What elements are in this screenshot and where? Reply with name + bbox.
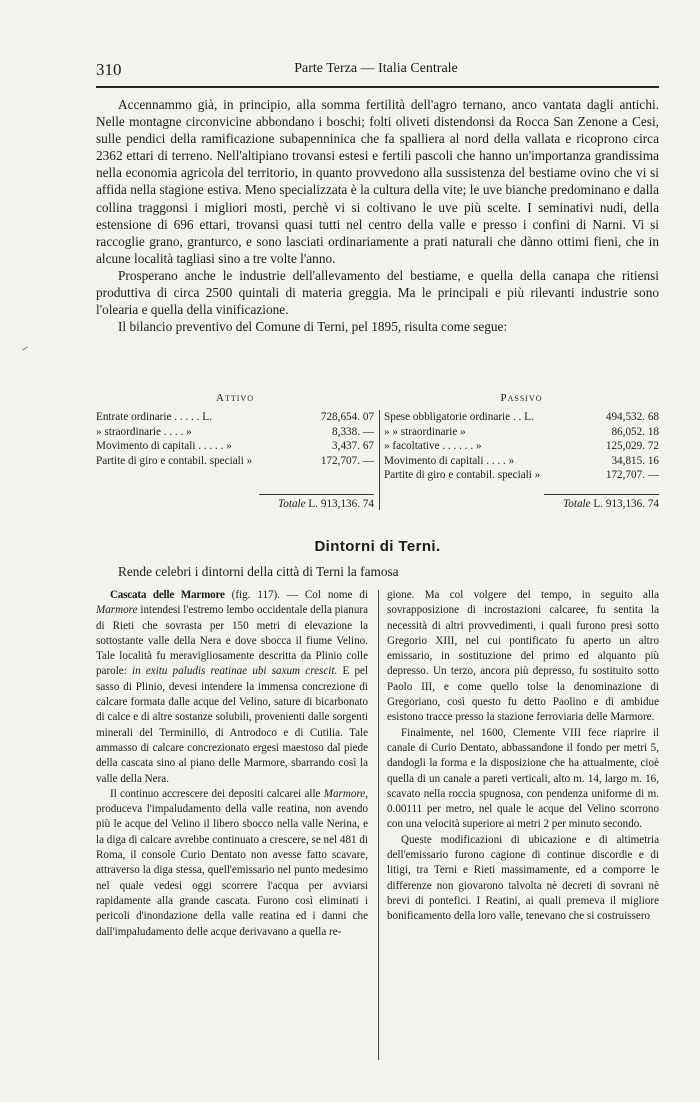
attivo-total <box>278 498 374 510</box>
right-column <box>387 588 659 925</box>
paragraph: Il bilancio preventivo del Comune di Terni, pel 1895, risulta come segue: <box>118 319 508 335</box>
paragraph: Prosperano anche le industrie dell'allevamento del bestiame, e quella della canapa che ritiensi produttiva di circa 2500 quintali di materia greggia. Ma le principali e più rilevanti industrie sono l'olearia e quella della vinificazione. <box>96 267 659 318</box>
paragraph: Accennammo già, in principio, alla somma fertilità dell'agro ternano, anco vantata dagli antichi. Nelle montagne circonvicine abbondano i boschi; folti oliveti distendonsi da Rocca San Zenone a Cesi, sulle pendici della ramificazione subapenninica che fa spalliera al nord della vallata e ricoprono circa 2362 ettari di terreno. Nell'altipiano trovansi estesi e fertili pascoli che hanno un'importanza grandissima nella economia agricola del territorio, in quanto provvedono alla sussistenza del bestiame ovino che vi si affida nella stagione estiva. Meno specializzata è la cultura della vite; le uve bianche predominano e dalla collina traggonsi i migliori mosti, perchè vi si coltivano le uve più scelte. I seminativi nudi, della estensione di 696 ettari, trovansi quasi tutti nel centro della valle e presso i confini di Narni. Vi si raccoglie grano, granturco, e sono lasciati ordinariamente a prati naturali che dànno ottimi fieni, che in alcune località tagliasi sino a tre volte l'anno. <box>96 97 659 266</box>
lemma-heading: Cascata delle Marmore <box>110 589 225 601</box>
intro-text <box>96 96 659 335</box>
budget-row <box>96 425 374 440</box>
budget-value: 125,029. 72 <box>605 440 659 452</box>
budget-label: » » straordinarie » <box>384 425 466 438</box>
total-rule <box>544 494 659 495</box>
text-run: Il continuo accrescere dei depositi calcarei alle <box>110 787 324 800</box>
total-value: 913,136. 74 <box>320 498 374 510</box>
total-label: Totale <box>563 498 591 510</box>
budget-value: 172,707. — <box>605 469 659 481</box>
running-title: Parte Terza — Italia Centrale <box>294 61 458 76</box>
budget-value: 728,654. 07 <box>320 411 374 423</box>
section-lead: Rende celebri i dintorni della città di Terni la famosa <box>118 564 399 579</box>
budget-label: Partite di giro e contabil. speciali » <box>96 454 253 467</box>
margin-mark <box>22 346 27 350</box>
text-run: (fig. 117). — Col nome di <box>224 589 369 601</box>
budget-value: 34,815. 16 <box>611 454 659 467</box>
paragraph: Queste modificazioni di ubicazione e di altimetria dell'emissario furono cagione di continue discordie e di litigi, tra Terni e Rieti massimamente, ed a comporre le differenze non giovarono talvolta nè decreti di sovrani nè brevi di pontefici. I Reatini, ai quali premeva il migliore bonificamento della loro valle, tenevano che si costruissero <box>387 833 659 923</box>
italic-run: Marmore <box>323 787 366 800</box>
budget-label: » facoltative . . . . . . » <box>384 440 482 452</box>
column-divider <box>378 590 379 1060</box>
text-run: , produceva l'impaludamento della valle reatina, non avendo più le acque del Velino il libero sbocco nella valle Nerina, e la diga di calcare avrebbe continuato a crescere, se nel 481 di Roma, il console Curio Dentato non avesse fatto scavare, attraverso la diga stessa, quell'emissario nel punto medesimo nel quale vedesi oggi scorrere l'acqua per avviarsi rapidamente alla grande cascata. Furono così eliminati i pericoli d'inondazione della valle reatina ed i danni che dall'impaludamento delle acque derivavano a quella re- <box>96 787 368 938</box>
total-value: 913,136. 74 <box>605 498 659 510</box>
budget-label: Movimento di capitali . . . . » <box>384 454 515 467</box>
attivo-column <box>96 392 374 510</box>
budget-value: 172,707. — <box>320 454 374 467</box>
budget-row <box>96 410 374 425</box>
budget-row <box>384 425 659 440</box>
budget-label: Spese obbligatorie ordinarie . . L. <box>384 411 534 423</box>
budget-row <box>384 454 659 469</box>
page-number: 310 <box>96 60 122 79</box>
budget-row <box>384 410 659 425</box>
budget-label: » straordinarie . . . . » <box>96 425 192 438</box>
paragraph: Finalmente, nel 1600, Clemente VIII fece riaprire il canale di Curio Dentato, abbassandone il fondo per metri 5, dandogli la forma e la disposizione che ha attualmente, cioè quella di un canale a pareti verticali, alto m. 14, largo m. 16, scavato nella roccia spugnosa, con pendenza uniforme di m. 0.00111 per metro, nel quale le acque del Velino scorrono con una velocità superiore ai metri 2 per minuto secondo. <box>387 726 659 831</box>
two-column-text <box>96 588 659 1058</box>
paragraph: gione. Ma col volgere del tempo, in seguito alla sovrapposizione di incrostazioni calcaree, fu sentita la necessità di altri provvedimenti, i quali furono presi sotto Gregorio XIII, nel cui pontificato fu aperto un altro emissario, in sostituzione del primo ed alquanto più depresso. Un terzo, ancora più depresso, fu sostituito sotto Paolo III, e come quello tolse la denominazione di Gregoriano, così questo fu detto Paolino e di ambidue esistono tracce presso la stazione ferroviaria delle Marmore. <box>387 589 659 724</box>
budget-value: 86,052. 18 <box>611 425 659 438</box>
budget-row <box>384 439 659 454</box>
budget-value: 8,338. — <box>332 425 374 438</box>
total-currency: L. <box>308 498 319 510</box>
budget-row <box>96 454 374 469</box>
budget-table <box>96 392 659 510</box>
text-run: E pel sasso di Plinio, devesi intendere la immensa concrezione di calcare formata dalle acque del Velino, sature di bicarbonato di calce e di altre sostanze solubili, provenienti dalle sorgenti minerali del Terminillo, di Antrodoco e di Cutilia. Tale ammasso di calcare concrezionato ergesi maestoso dal piede della cascata sino al piano delle Marmore, sbarrando così la valle della Nera. <box>96 665 369 785</box>
passivo-column <box>384 392 659 510</box>
italic-run: Marmore <box>96 604 138 617</box>
passivo-total <box>563 498 659 510</box>
budget-label: Movimento di capitali . . . . . » <box>96 440 232 452</box>
italic-quote: in exitu paludis reatinae ubi saxum crescit. <box>132 665 338 678</box>
header-rule <box>96 86 659 88</box>
attivo-heading: Attivo <box>216 392 254 404</box>
paragraph <box>96 588 368 787</box>
budget-row <box>384 468 659 483</box>
left-column <box>96 588 368 940</box>
total-currency: L. <box>593 498 604 510</box>
budget-divider <box>379 410 380 510</box>
budget-label: Partite di giro e contabil. speciali » <box>384 469 541 481</box>
section-title: Dintorni di Terni. <box>314 538 441 555</box>
page-header <box>96 60 656 82</box>
text-run: intendesi l'estremo lembo occidentale della pianura di Rieti che sovrasta per 150 metri di elevazione la sottostante valle della Nera e dove sbocca il fiume Velino. Tale località fu meravigliosamente descritta da Plinio colle parole: <box>96 604 368 678</box>
budget-value: 494,532. 68 <box>605 411 659 423</box>
budget-row <box>96 439 374 454</box>
passivo-heading: Passivo <box>500 392 543 404</box>
budget-label: Entrate ordinarie . . . . . L. <box>96 411 212 423</box>
total-rule <box>259 494 374 495</box>
paragraph <box>96 787 368 940</box>
total-label: Totale <box>278 498 306 510</box>
budget-value: 3,437. 67 <box>332 440 374 452</box>
